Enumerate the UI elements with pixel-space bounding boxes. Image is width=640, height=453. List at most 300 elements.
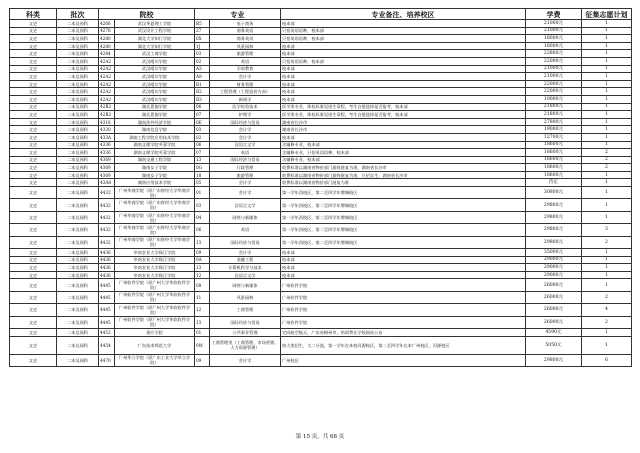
cell-major: 国际经济与贸易 bbox=[210, 118, 281, 126]
table-row bbox=[10, 316, 632, 328]
cell-plan: 2 bbox=[582, 156, 632, 164]
table-row bbox=[10, 141, 632, 149]
cell-type: 文史 bbox=[10, 199, 57, 211]
cell-plan: 1 bbox=[582, 50, 632, 58]
cell-batch: 二本及预科 bbox=[57, 88, 99, 96]
cell-major-code: 12 bbox=[195, 271, 210, 279]
cell-major: 国际经济与贸易 bbox=[210, 156, 281, 164]
cell-note: 校本部 bbox=[281, 88, 526, 96]
cell-batch: 二本及预科 bbox=[57, 20, 99, 28]
cell-note: 含辅修专业，校本部 bbox=[281, 156, 526, 164]
cell-major-code: 06 bbox=[195, 103, 210, 111]
cell-note: 校本部 bbox=[281, 20, 526, 28]
cell-type: 文史 bbox=[10, 271, 57, 279]
table-row bbox=[10, 179, 632, 187]
cell-type: 文史 bbox=[10, 291, 57, 303]
cell-type: 文史 bbox=[10, 27, 57, 35]
cell-major-code: 0A bbox=[195, 256, 210, 264]
header-plan: 征集志愿计划 bbox=[582, 9, 632, 20]
cell-plan: 1 bbox=[582, 73, 632, 81]
table-row bbox=[10, 27, 632, 35]
cell-major-code: B3 bbox=[195, 95, 210, 103]
cell-plan: 2 bbox=[582, 236, 632, 248]
cell-major-code: 07 bbox=[195, 149, 210, 157]
cell-note: 校本部 bbox=[281, 271, 526, 279]
cell-plan: 1 bbox=[582, 65, 632, 73]
cell-school: 华南农业大学珠江学院 bbox=[115, 264, 195, 272]
cell-major: 工商管理类（工商管理、市场营销、人力资源管理） bbox=[210, 336, 281, 354]
cell-school-code: 4432 bbox=[99, 199, 115, 211]
cell-major: 会计学 bbox=[210, 187, 281, 199]
cell-plan: 1 bbox=[582, 57, 632, 65]
cell-major-code: 13 bbox=[195, 236, 210, 248]
cell-major: 公共事业管理 bbox=[210, 328, 281, 336]
table-row bbox=[10, 80, 632, 88]
cell-note: 校本部 bbox=[281, 42, 526, 50]
cell-fee: 22000元 bbox=[526, 88, 582, 96]
header-type: 科类 bbox=[10, 9, 57, 20]
cell-major: 国际经济与贸易 bbox=[210, 236, 281, 248]
cell-batch: 二本及预科 bbox=[57, 328, 99, 336]
table-row bbox=[10, 199, 632, 211]
cell-batch: 二本及预科 bbox=[57, 111, 99, 119]
cell-school-code: 4453 bbox=[99, 328, 115, 336]
cell-school-code: 4318 bbox=[99, 118, 115, 126]
cell-school: 湖南女子学院 bbox=[115, 171, 195, 179]
cell-school: 武汉晴川学院 bbox=[115, 95, 195, 103]
cell-plan: 1 bbox=[582, 27, 632, 35]
cell-type: 文史 bbox=[10, 328, 57, 336]
cell-note: 广州软件学院 bbox=[281, 304, 526, 316]
cell-note: 收费标准以湖南省物价部门批复为准 bbox=[281, 179, 526, 187]
cell-type: 文史 bbox=[10, 118, 57, 126]
cell-school: 湖南应用技术学院 bbox=[115, 179, 195, 187]
cell-type: 文史 bbox=[10, 57, 57, 65]
table-row bbox=[10, 126, 632, 134]
cell-school-code: 4432 bbox=[99, 236, 115, 248]
cell-school-code: 4445 bbox=[99, 279, 115, 291]
cell-major-code: 13 bbox=[195, 156, 210, 164]
cell-note: 广州软件学院 bbox=[281, 291, 526, 303]
cell-note: 校本部 bbox=[281, 264, 526, 272]
cell-fee: 26000元 bbox=[526, 291, 582, 303]
cell-type: 文史 bbox=[10, 236, 57, 248]
cell-note: 校本部 bbox=[281, 95, 526, 103]
cell-school-code: 42B2 bbox=[99, 111, 115, 119]
cell-plan: 1 bbox=[582, 199, 632, 211]
cell-plan: 2 bbox=[582, 291, 632, 303]
cell-fee: 4590元 bbox=[526, 328, 582, 336]
cell-plan: 1 bbox=[582, 187, 632, 199]
cell-plan: 1 bbox=[582, 103, 632, 111]
header-fee: 学费 bbox=[526, 9, 582, 20]
cell-fee: 18600元 bbox=[526, 149, 582, 157]
cell-school: 湖南工程学院应用技术学院 bbox=[115, 133, 195, 141]
cell-batch: 二本及预科 bbox=[57, 126, 99, 134]
cell-fee: 29000元 bbox=[526, 256, 582, 264]
cell-fee: 18000元 bbox=[526, 42, 582, 50]
admission-table bbox=[9, 8, 632, 367]
cell-major: 英语 bbox=[210, 57, 281, 65]
cell-fee: 26000元 bbox=[526, 316, 582, 328]
cell-plan: 1 bbox=[582, 42, 632, 50]
cell-fee: 26000元 bbox=[526, 304, 582, 316]
cell-note: 第一学年西校区，第二至四学年增城校区 bbox=[281, 199, 526, 211]
cell-note: 定向航空航天，广东省梅州市，培训费在学校网站公布 bbox=[281, 328, 526, 336]
cell-fee: 29800元 bbox=[526, 236, 582, 248]
cell-batch: 二本及预科 bbox=[57, 224, 99, 236]
cell-plan: 2 bbox=[582, 316, 632, 328]
cell-type: 文史 bbox=[10, 88, 57, 96]
cell-school-code: 433A bbox=[99, 133, 115, 141]
table-row bbox=[10, 224, 632, 236]
cell-batch: 二本及预科 bbox=[57, 118, 99, 126]
cell-fee: 18600元 bbox=[526, 164, 582, 172]
cell-batch: 二本及预科 bbox=[57, 199, 99, 211]
cell-major: 旅游管理 bbox=[210, 50, 281, 58]
cell-note: 湖南省长沙市 bbox=[281, 118, 526, 126]
cell-type: 文史 bbox=[10, 73, 57, 81]
cell-batch: 二本及预科 bbox=[57, 95, 99, 103]
cell-major-code: 0G bbox=[195, 164, 210, 172]
cell-plan: 2 bbox=[582, 149, 632, 157]
cell-school: 广州华商学院（原广东财经大学华商学院） bbox=[115, 236, 195, 248]
cell-major-code: 03 bbox=[195, 126, 210, 134]
cell-note: 医学类专业，体检标准见招生章程，考生自愿选择是否报考，校本部 bbox=[281, 111, 526, 119]
cell-batch: 二本及预科 bbox=[57, 249, 99, 257]
cell-plan: 6 bbox=[582, 354, 632, 366]
cell-type: 文史 bbox=[10, 264, 57, 272]
cell-major-code: 08 bbox=[195, 279, 210, 291]
cell-batch: 二本及预科 bbox=[57, 264, 99, 272]
cell-school: 湖南女子学院 bbox=[115, 164, 195, 172]
cell-batch: 二本及预科 bbox=[57, 156, 99, 164]
table-row bbox=[10, 271, 632, 279]
cell-major-code: A3 bbox=[195, 65, 210, 73]
table-row bbox=[10, 149, 632, 157]
cell-batch: 二本及预科 bbox=[57, 179, 99, 187]
table-row bbox=[10, 88, 632, 96]
cell-fee: 21000元 bbox=[526, 20, 582, 28]
cell-major: 汉语言文学 bbox=[210, 199, 281, 211]
cell-major: 学前教育 bbox=[210, 65, 281, 73]
cell-school-code: 42A2 bbox=[99, 95, 115, 103]
cell-note: 广州软件学院 bbox=[281, 279, 526, 291]
header-major: 专业 bbox=[195, 9, 281, 20]
cell-plan: 1 bbox=[582, 271, 632, 279]
cell-school-code: 4432 bbox=[99, 211, 115, 223]
cell-note: 校本部 bbox=[281, 133, 526, 141]
page-footer: 第 15 页，共 68 页 bbox=[295, 434, 345, 440]
cell-plan: 1 bbox=[582, 171, 632, 179]
cell-major-code: 07 bbox=[195, 111, 210, 119]
cell-plan: 1 bbox=[582, 80, 632, 88]
cell-note: 校本部 bbox=[281, 65, 526, 73]
cell-major-code: 09 bbox=[195, 249, 210, 257]
header-batch: 批次 bbox=[57, 9, 99, 20]
cell-note: 第一学年西校区，第二至四学年增城校区 bbox=[281, 211, 526, 223]
cell-major-code: 13 bbox=[195, 264, 210, 272]
cell-note: 校本部 bbox=[281, 249, 526, 257]
cell-plan: 1 bbox=[582, 88, 632, 96]
cell-school: 湖北恩施学院 bbox=[115, 103, 195, 111]
cell-note: 只招英语语种，校本部 bbox=[281, 27, 526, 35]
cell-note: 校本部 bbox=[281, 73, 526, 81]
cell-batch: 二本及预科 bbox=[57, 304, 99, 316]
cell-major-code: 18 bbox=[195, 171, 210, 179]
cell-major: 新闻学 bbox=[210, 95, 281, 103]
table-row bbox=[10, 336, 632, 354]
cell-school: 湖南涉外经济学院 bbox=[115, 118, 195, 126]
cell-major: 网络与新媒体 bbox=[210, 279, 281, 291]
cell-note: 湖南省长沙市 bbox=[281, 126, 526, 134]
cell-school: 湖北大学知行学院 bbox=[115, 35, 195, 43]
cell-batch: 二本及预科 bbox=[57, 187, 99, 199]
cell-major: 商务英语 bbox=[210, 27, 281, 35]
cell-major-code: 02 bbox=[195, 133, 210, 141]
cell-major-code: 03 bbox=[195, 199, 210, 211]
cell-major: 工商管理 bbox=[210, 304, 281, 316]
table-row bbox=[10, 95, 632, 103]
cell-school-code: 4369 bbox=[99, 171, 115, 179]
cell-fee: 21000元 bbox=[526, 65, 582, 73]
cell-fee: 30800元 bbox=[526, 187, 582, 199]
cell-note: 含辅修专业，校本部 bbox=[281, 141, 526, 149]
cell-major: 风景园林 bbox=[210, 42, 281, 50]
cell-plan: 3 bbox=[582, 224, 632, 236]
cell-school-code: 43A8 bbox=[99, 179, 115, 187]
cell-type: 文史 bbox=[10, 133, 57, 141]
cell-note: 含辅修专业，只招英语语种，校本部 bbox=[281, 149, 526, 157]
cell-note: 校本部 bbox=[281, 256, 526, 264]
cell-school-code: 4436 bbox=[99, 256, 115, 264]
cell-school-code: 4436 bbox=[99, 271, 115, 279]
cell-fee: 18600元 bbox=[526, 141, 582, 149]
cell-plan: 1 bbox=[582, 211, 632, 223]
cell-school: 湖南文理学院芙蓉学院 bbox=[115, 141, 195, 149]
cell-type: 文史 bbox=[10, 171, 57, 179]
cell-school-code: 4432 bbox=[99, 224, 115, 236]
cell-school: 广州华商学院（原广东财经大学华商学院） bbox=[115, 187, 195, 199]
cell-type: 文史 bbox=[10, 149, 57, 157]
cell-school: 广州软件学院（原广州大学华软软件学院） bbox=[115, 304, 195, 316]
cell-fee: 26000元 bbox=[526, 279, 582, 291]
cell-fee: 18000元 bbox=[526, 35, 582, 43]
cell-type: 文史 bbox=[10, 336, 57, 354]
cell-batch: 二本及预科 bbox=[57, 65, 99, 73]
cell-major-code: 01 bbox=[195, 328, 210, 336]
cell-plan: 1 bbox=[582, 336, 632, 354]
cell-fee: 18600元 bbox=[526, 171, 582, 179]
cell-batch: 二本及预科 bbox=[57, 236, 99, 248]
cell-major: 会计学 bbox=[210, 133, 281, 141]
cell-type: 文史 bbox=[10, 211, 57, 223]
cell-school-code: 4278 bbox=[99, 27, 115, 35]
table-row bbox=[10, 73, 632, 81]
cell-batch: 二本及预科 bbox=[57, 27, 99, 35]
cell-school-code: 42A2 bbox=[99, 80, 115, 88]
cell-school: 武汉设计工程学院 bbox=[115, 27, 195, 35]
cell-type: 文史 bbox=[10, 95, 57, 103]
cell-major-code: 0X bbox=[195, 35, 210, 43]
cell-type: 文史 bbox=[10, 354, 57, 366]
cell-major: 金融工程 bbox=[210, 256, 281, 264]
cell-note: 广州校区 bbox=[281, 354, 526, 366]
header-row bbox=[10, 9, 632, 20]
cell-major-code: 12 bbox=[195, 304, 210, 316]
cell-batch: 二本及预科 bbox=[57, 50, 99, 58]
table-row bbox=[10, 164, 632, 172]
cell-fee: 19000元 bbox=[526, 126, 582, 134]
cell-plan: 1 bbox=[582, 20, 632, 28]
table-row bbox=[10, 328, 632, 336]
cell-major: 护理学 bbox=[210, 111, 281, 119]
table-row bbox=[10, 20, 632, 28]
cell-school: 武汉晴川学院 bbox=[115, 88, 195, 96]
cell-major-code: 05 bbox=[195, 179, 210, 187]
cell-note: 按大类招生，大二分流，第一学年在本校河源校区，第二至四学年在本广州校区，河源校区 bbox=[281, 336, 526, 354]
cell-type: 文史 bbox=[10, 20, 57, 28]
cell-note: 第一学年西校区，第二至四学年增城校区 bbox=[281, 236, 526, 248]
cell-fee: 18600元 bbox=[526, 156, 582, 164]
cell-school: 华南农业大学珠江学院 bbox=[115, 256, 195, 264]
cell-school: 广州华商学院（原广东财经大学华商学院） bbox=[115, 224, 195, 236]
cell-school: 广州软件学院（原广州大学华软软件学院） bbox=[115, 316, 195, 328]
cell-type: 文史 bbox=[10, 156, 57, 164]
cell-type: 文史 bbox=[10, 141, 57, 149]
cell-type: 文史 bbox=[10, 224, 57, 236]
cell-batch: 二本及预科 bbox=[57, 211, 99, 223]
cell-school: 湖北恩施学院 bbox=[115, 111, 195, 119]
cell-major: 行政管理 bbox=[210, 164, 281, 172]
table-row bbox=[10, 42, 632, 50]
cell-major-code: 03 bbox=[195, 50, 210, 58]
cell-major-code: 04 bbox=[195, 211, 210, 223]
cell-plan: 1 bbox=[582, 256, 632, 264]
cell-school-code: 42A2 bbox=[99, 88, 115, 96]
cell-major: 医学检验技术 bbox=[210, 103, 281, 111]
cell-batch: 二本及预科 bbox=[57, 57, 99, 65]
cell-major: 会计学 bbox=[210, 179, 281, 187]
cell-fee: 22800元 bbox=[526, 50, 582, 58]
cell-note: 第一学年西校区，第二至四学年增城校区 bbox=[281, 224, 526, 236]
cell-major: 会计学 bbox=[210, 249, 281, 257]
cell-type: 文史 bbox=[10, 126, 57, 134]
cell-school: 嘉应学院 bbox=[115, 328, 195, 336]
cell-major: 汉语言文学 bbox=[210, 141, 281, 149]
cell-type: 文史 bbox=[10, 279, 57, 291]
cell-major-code: 27 bbox=[195, 27, 210, 35]
cell-note: 第一学年西校区，第二至四学年增城校区 bbox=[281, 187, 526, 199]
cell-school: 湖南文理学院芙蓉学院 bbox=[115, 149, 195, 157]
cell-fee: 22000元 bbox=[526, 57, 582, 65]
cell-batch: 二本及预科 bbox=[57, 133, 99, 141]
cell-major: 风景园林 bbox=[210, 291, 281, 303]
cell-fee: 21000元 bbox=[526, 73, 582, 81]
cell-batch: 二本及预科 bbox=[57, 279, 99, 291]
cell-note: 只招英语语种，校本部 bbox=[281, 57, 526, 65]
cell-plan: 4 bbox=[582, 304, 632, 316]
cell-school-code: 4432 bbox=[99, 187, 115, 199]
cell-note: 校本部 bbox=[281, 80, 526, 88]
cell-school: 广州华商学院（原广东财经大学华商学院） bbox=[115, 211, 195, 223]
cell-major-code: A9 bbox=[195, 73, 210, 81]
cell-fee: 29800元 bbox=[526, 224, 582, 236]
table-row bbox=[10, 264, 632, 272]
cell-school: 武汉晴川学院 bbox=[115, 73, 195, 81]
table-row bbox=[10, 35, 632, 43]
cell-fee: 29800元 bbox=[526, 211, 582, 223]
table-body bbox=[10, 20, 632, 367]
cell-plan: 2 bbox=[582, 164, 632, 172]
cell-type: 文史 bbox=[10, 249, 57, 257]
table-row bbox=[10, 249, 632, 257]
cell-batch: 二本及预科 bbox=[57, 256, 99, 264]
cell-fee: 21800元 bbox=[526, 103, 582, 111]
cell-school-code: 42A2 bbox=[99, 65, 115, 73]
cell-school: 武汉晴川学院 bbox=[115, 65, 195, 73]
cell-batch: 二本及预科 bbox=[57, 141, 99, 149]
cell-fee: 29000元 bbox=[526, 264, 582, 272]
table-row bbox=[10, 354, 632, 366]
table-row bbox=[10, 50, 632, 58]
cell-plan: 1 bbox=[582, 249, 632, 257]
cell-major: 旅游管理 bbox=[210, 171, 281, 179]
cell-major: 汉语言文学 bbox=[210, 271, 281, 279]
cell-school-code: 4436 bbox=[99, 264, 115, 272]
cell-school-code: 4284 bbox=[99, 50, 115, 58]
cell-type: 文史 bbox=[10, 256, 57, 264]
cell-major: 网络与新媒体 bbox=[210, 211, 281, 223]
table-row bbox=[10, 291, 632, 303]
cell-school: 广州软件学院（原广州大学华软软件学院） bbox=[115, 291, 195, 303]
cell-batch: 二本及预科 bbox=[57, 354, 99, 366]
cell-school: 华南农业大学珠江学院 bbox=[115, 249, 195, 257]
cell-fee: 21000元 bbox=[526, 27, 582, 35]
cell-school-code: 4336 bbox=[99, 141, 115, 149]
cell-school: 武汉晴川学院 bbox=[115, 80, 195, 88]
cell-major: 工程管理（工程造价方向） bbox=[210, 88, 281, 96]
cell-plan: 1 bbox=[582, 279, 632, 291]
cell-fee: 29000元 bbox=[526, 271, 582, 279]
cell-school: 广州软件学院（原广州大学华软软件学院） bbox=[115, 279, 195, 291]
cell-batch: 二本及预科 bbox=[57, 164, 99, 172]
cell-school-code: 42B2 bbox=[99, 103, 115, 111]
cell-major: 财务管理 bbox=[210, 80, 281, 88]
table-row bbox=[10, 156, 632, 164]
cell-school: 湖南交通工程学院 bbox=[115, 156, 195, 164]
cell-major-code: B5 bbox=[195, 20, 210, 28]
cell-batch: 二本及预科 bbox=[57, 42, 99, 50]
cell-batch: 二本及预科 bbox=[57, 336, 99, 354]
cell-type: 文史 bbox=[10, 164, 57, 172]
cell-school: 华南农业大学珠江学院 bbox=[115, 271, 195, 279]
table-row bbox=[10, 103, 632, 111]
cell-plan: 1 bbox=[582, 118, 632, 126]
cell-school-code: 4445 bbox=[99, 304, 115, 316]
cell-fee: 35000元 bbox=[526, 249, 582, 257]
cell-batch: 二本及预科 bbox=[57, 316, 99, 328]
cell-type: 文史 bbox=[10, 316, 57, 328]
cell-type: 文史 bbox=[10, 187, 57, 199]
header-note: 专业备注、培养校区 bbox=[281, 9, 526, 20]
cell-batch: 二本及预科 bbox=[57, 149, 99, 157]
cell-school: 武汉华夏理工学院 bbox=[115, 20, 195, 28]
cell-batch: 二本及预科 bbox=[57, 271, 99, 279]
table-row bbox=[10, 57, 632, 65]
cell-type: 文史 bbox=[10, 50, 57, 58]
cell-type: 文史 bbox=[10, 80, 57, 88]
